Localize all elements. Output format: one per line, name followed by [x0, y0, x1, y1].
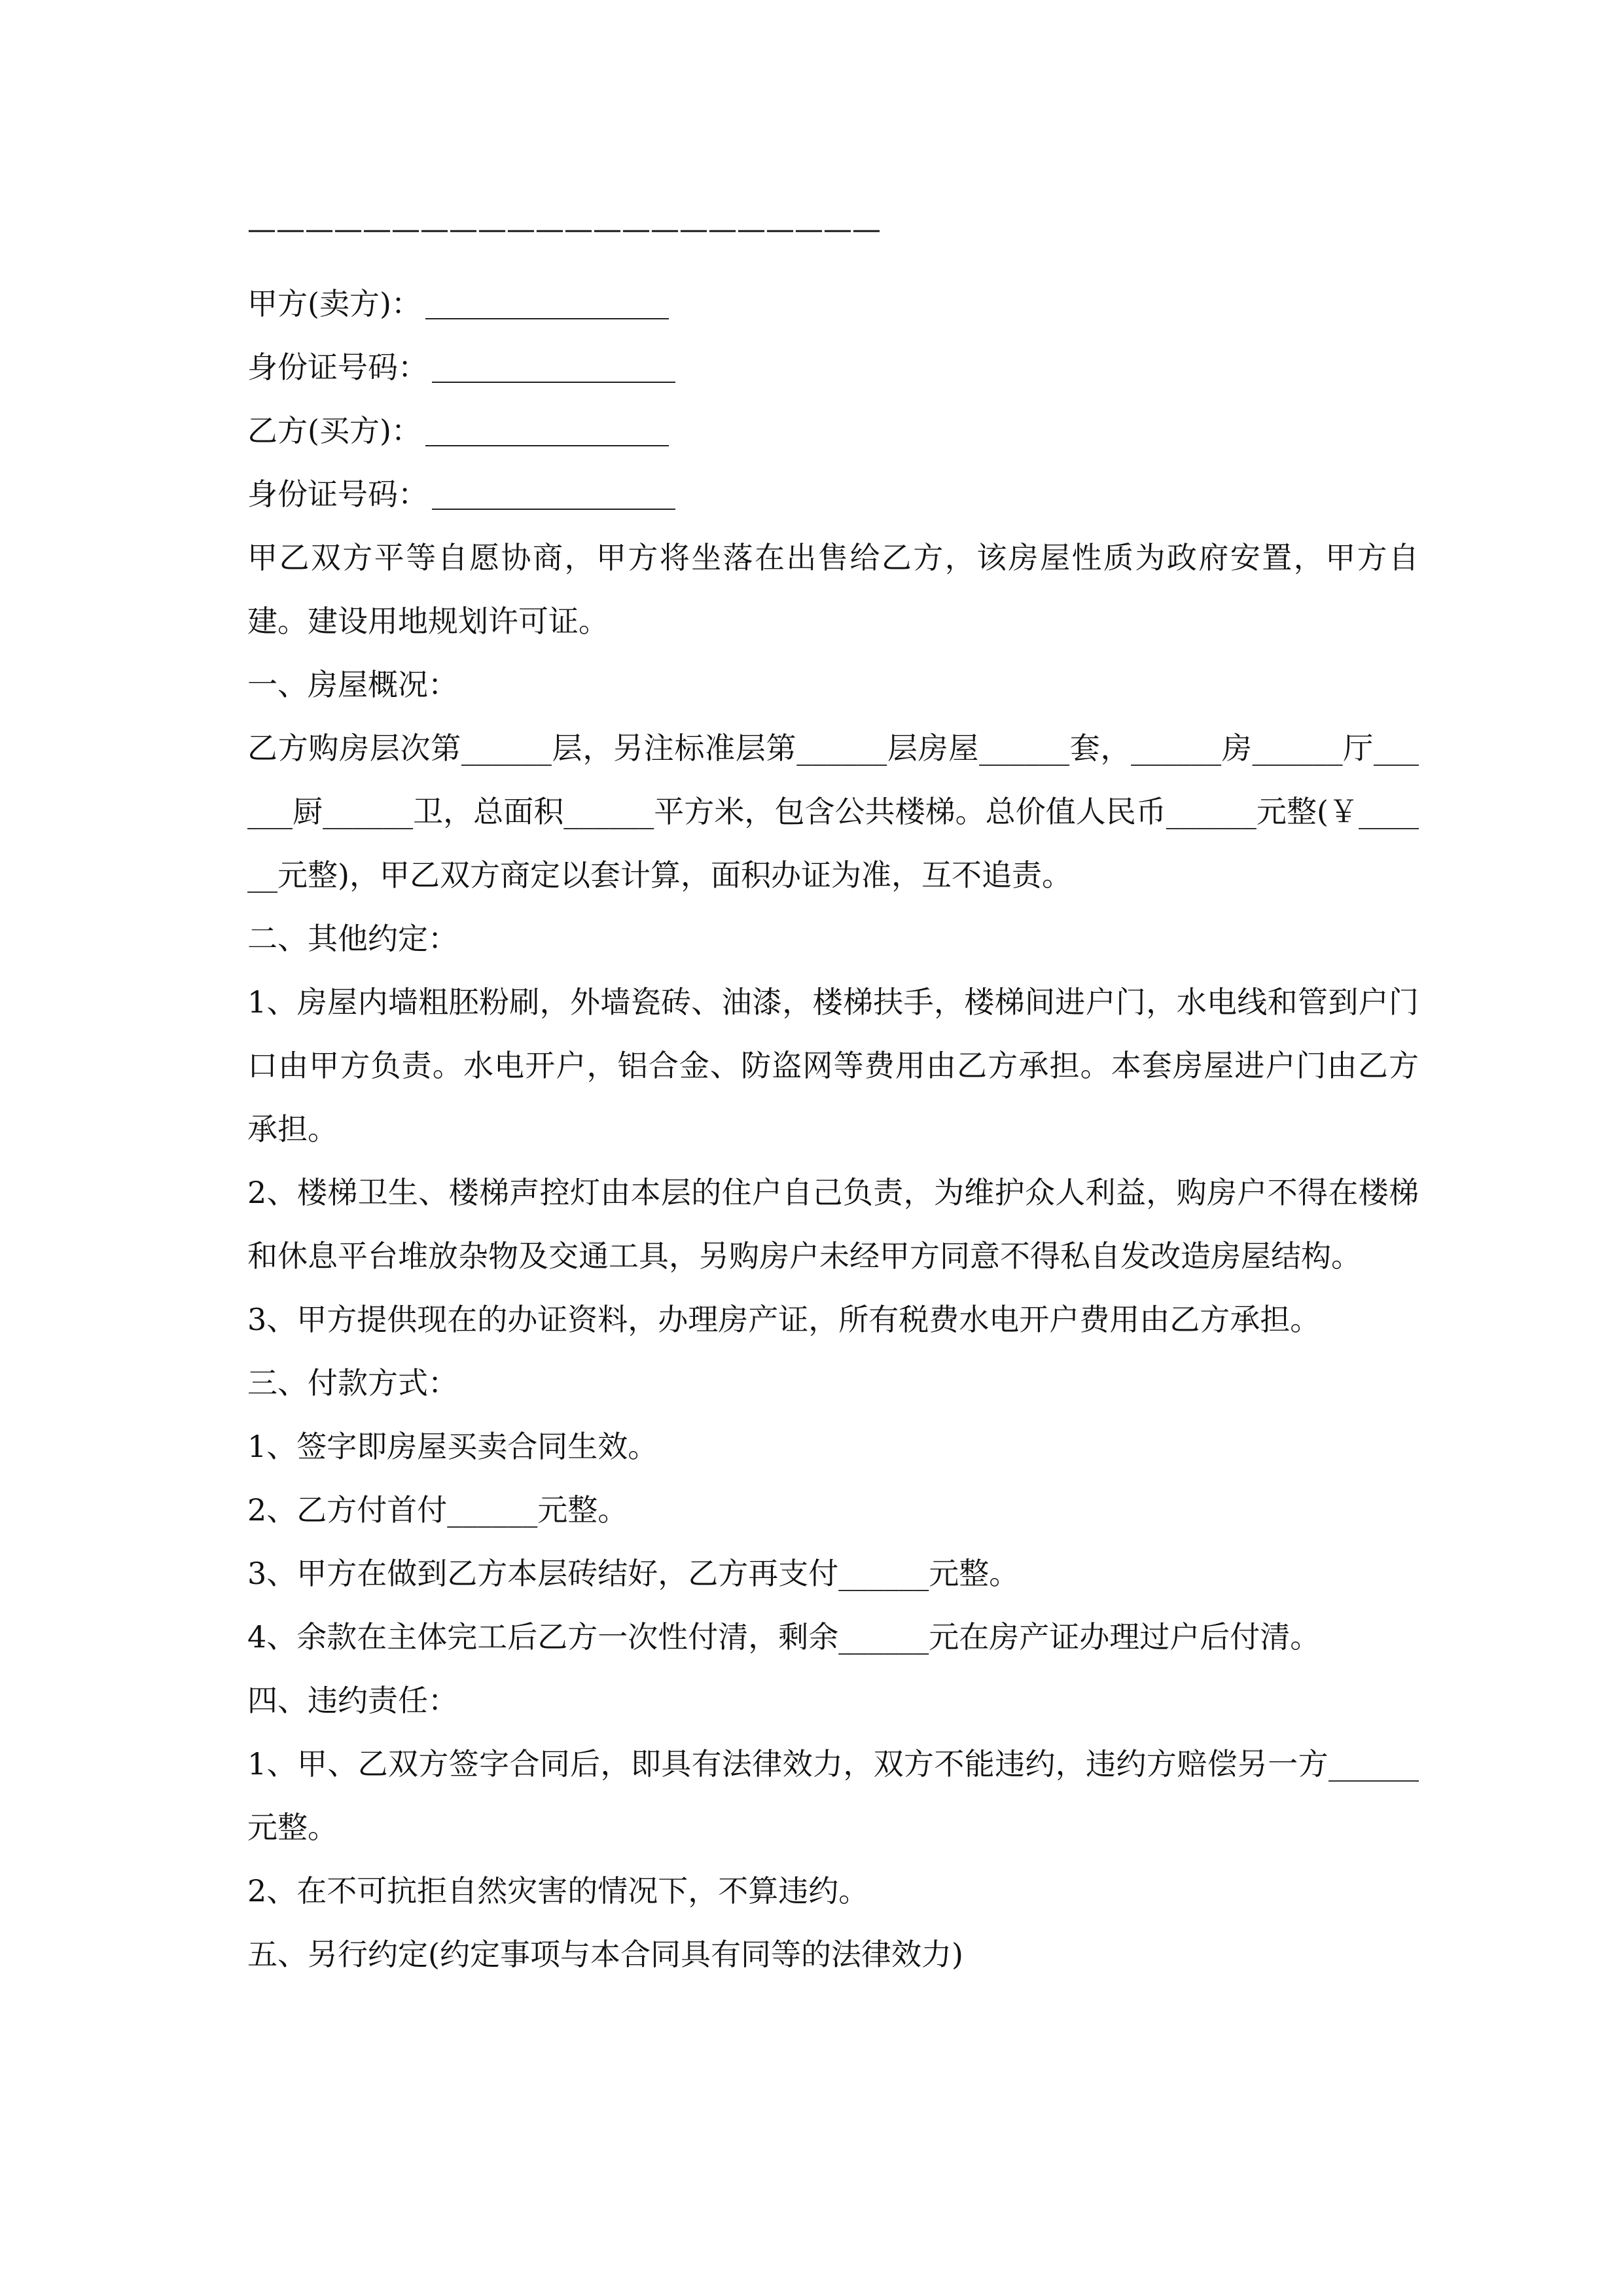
party-a-label: 甲方(卖方)：	[247, 286, 421, 321]
party-b-id-label: 身份证号码：	[247, 476, 428, 512]
section-3-item: 2、乙方付首付______元整。	[247, 1492, 628, 1528]
section-4-heading: 四、违约责任：	[247, 1683, 458, 1718]
intro-paragraph: 甲乙双方平等自愿协商，甲方将坐落在出售给乙方，该房屋性质为政府安置，甲方自建。建设用地规划许可证。	[247, 540, 1419, 639]
section-5-heading: 五、另行约定(约定事项与本合同具有同等的法律效力)	[247, 1937, 963, 1972]
contract-page	[247, 208, 1419, 1986]
party-b-id-blank	[432, 509, 675, 510]
section-2-item: 3、甲方提供现在的办证资料，办理房产证，所有税费水电开户费用由乙方承担。	[247, 1302, 1321, 1337]
section-4-item: 1、甲、乙双方签字合同后，即具有法律效力，双方不能违约，违约方赔偿另一方______元整。	[247, 1746, 1419, 1845]
section-2-item: 1、房屋内墙粗胚粉刷，外墙瓷砖、油漆，楼梯扶手，楼梯间进户门，水电线和管到户门口由甲方负责。水电开户，铝合金、防盗网等费用由乙方承担。本套房屋进户门由乙方承担。	[247, 984, 1419, 1147]
party-a-id-line	[247, 336, 1419, 399]
party-b-line	[247, 399, 1419, 463]
section-2-heading: 二、其他约定：	[247, 921, 458, 956]
party-a-id-label: 身份证号码：	[247, 350, 428, 385]
party-b-id-line	[247, 463, 1419, 526]
section-3-heading: 三、付款方式：	[247, 1365, 458, 1401]
section-4-item: 2、在不可抗拒自然灾害的情况下，不算违约。	[247, 1873, 869, 1909]
party-a-line	[247, 272, 1419, 336]
section-2-item: 2、楼梯卫生、楼梯声控灯由本层的住户自己负责，为维护众人利益，购房户不得在楼梯和休息平台堆放杂物及交通工具，另购房户未经甲方同意不得私自发改造房屋结构。	[247, 1175, 1419, 1274]
party-a-blank	[425, 318, 669, 319]
section-3-item: 1、签字即房屋买卖合同生效。	[247, 1429, 658, 1464]
party-b-blank	[425, 445, 669, 446]
top-rule: ——————————————————————	[247, 213, 881, 246]
party-b-label: 乙方(买方)：	[247, 413, 421, 448]
section-1-body: 乙方购房层次第______层，另注标准层第______层房屋______套，______房______厅______厨______卫，总面积______平方米，包含公共楼梯。总价值人民币______元整(￥______元整)，甲乙双方商定以套计算，面积办证为准，互不追责。	[247, 730, 1419, 893]
party-a-id-blank	[432, 382, 675, 383]
section-1-heading: 一、房屋概况：	[247, 667, 458, 702]
section-3-item: 3、甲方在做到乙方本层砖结好，乙方再支付______元整。	[247, 1556, 1020, 1591]
section-3-item: 4、余款在主体完工后乙方一次性付清，剩余______元在房产证办理过户后付清。	[247, 1619, 1321, 1655]
